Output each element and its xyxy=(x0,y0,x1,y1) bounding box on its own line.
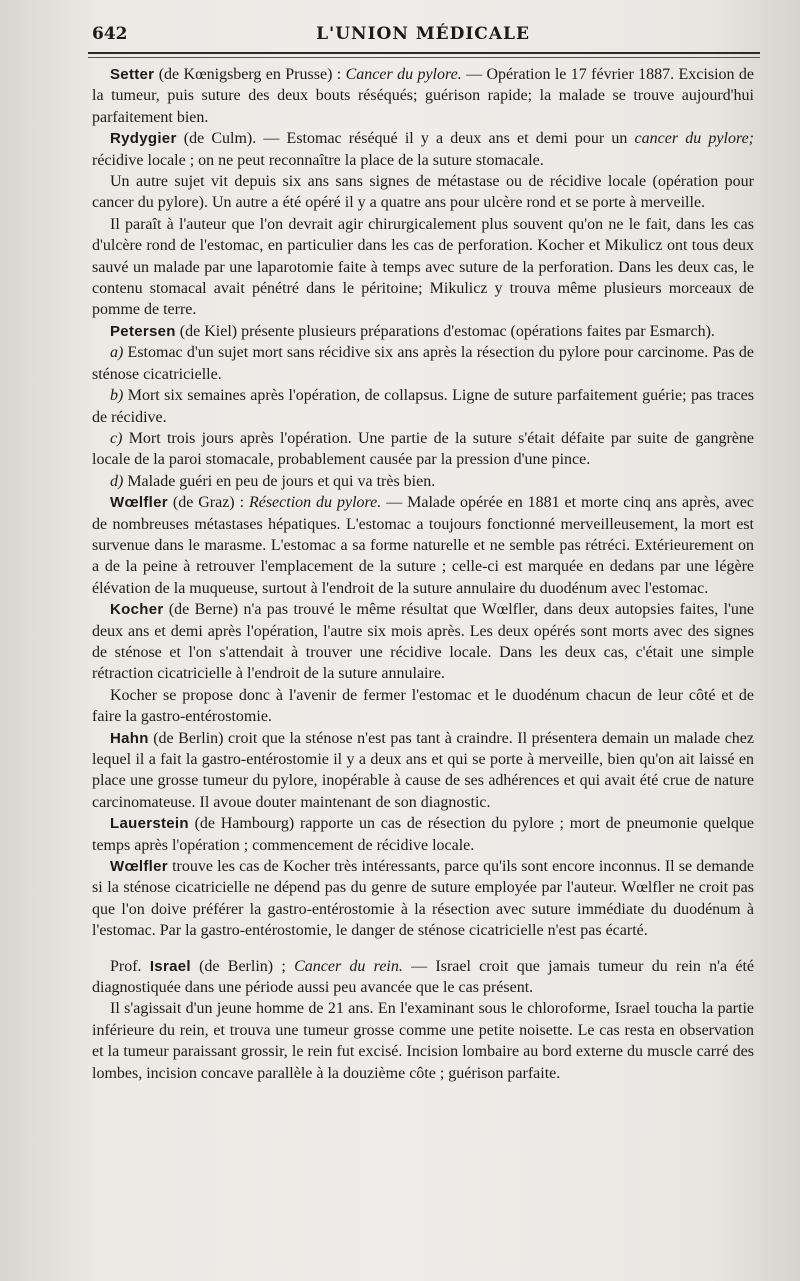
paragraph xyxy=(92,685,754,728)
paragraph xyxy=(92,428,754,471)
italic-text: cancer du pylore; xyxy=(634,130,755,148)
paragraph-text: Prof. xyxy=(110,957,150,975)
italic-text: Cancer du pylore. xyxy=(345,66,462,83)
paragraph-text: — Israel croit que jamais tumeur du rein n'a été diagnostiquée dans une période aussi peu avancée que le cas présent. xyxy=(92,957,755,997)
paragraph-text: Estomac d'un sujet mort sans récidive six ans après la résection du pylore pour carcinome. Pas de sténose cicatricielle. xyxy=(92,344,754,383)
paragraph xyxy=(92,856,754,942)
paragraph xyxy=(92,342,754,385)
paragraph xyxy=(92,599,754,685)
paragraph xyxy=(92,128,754,171)
author-name: Hahn xyxy=(110,729,149,747)
paragraph-text: — Malade opérée en 1881 et morte cinq ans après, avec de nombreuses métastases hépatiques. L'estomac a toujours fonctionné merveilleusement, la mort est survenue dans le marasme. L'estomac a sa forme naturelle et ne semble pas rétréci. Extérieurement on a de la peine à retrouver l'emplacement de la suture ; celle-ci est marquée en dedans par une légère élévation de la muqueuse, surtout à l'endroit de la suture annulaire du duodénum avec l'estomac. xyxy=(92,494,754,597)
paragraph-text: (de Hambourg) rapporte un cas de résection du pylore ; mort de pneumonie quelque temps après l'opération ; commencement de récidive locale. xyxy=(92,815,754,854)
author-name: Wœlfler xyxy=(110,858,168,876)
italic-text: a) xyxy=(110,344,124,362)
paragraph xyxy=(92,171,754,214)
header-rule-thin xyxy=(88,57,760,58)
paragraph xyxy=(92,956,754,999)
paragraph xyxy=(92,492,754,599)
italic-text: d) xyxy=(110,472,124,490)
paragraph xyxy=(92,728,754,814)
paragraph-text: — Opération le 17 février 1887. Excision de la tumeur, puis suture des deux bouts réséqués; guérison rapide; la malade se trouve aujourd'hui parfaitement bien. xyxy=(92,66,754,126)
paragraph-text: Kocher se propose donc à l'avenir de fermer l'estomac et le duodénum chacun de leur côté et de faire la gastro-entérostomie. xyxy=(92,686,754,726)
paragraph-text: (de Berlin) croit que la sténose n'est pas tant à craindre. Il présentera demain un malade chez lequel il a fait la gastro-entérostomie il y a deux ans et qui se porte à merveille, bien qu'on ait laissé en place une grosse tumeur du pylore, inopérable à cause de ses adhérences et qui avait été crue de nature carcinomateuse. Il avoue douter maintenant de son diagnostic. xyxy=(92,729,754,811)
paragraph-text: (de Kiel) présente plusieurs préparations d'estomac (opérations faites par Esmarch). xyxy=(175,322,715,340)
italic-text: Résection du pylore. xyxy=(248,494,382,512)
paragraph-text: Un autre sujet vit depuis six ans sans signes de métastase ou de récidive locale (opération pour cancer du pylore). Un autre a été opéré il y a quatre ans pour ulcère rond et se porte à merveille. xyxy=(92,173,754,212)
section-gap xyxy=(92,942,754,956)
paragraph xyxy=(92,385,754,428)
paragraph xyxy=(92,471,754,492)
paragraph-text: (de Culm). — Estomac réséqué il y a deux ans et demi pour un xyxy=(176,130,635,148)
paragraph-text: Il s'agissait d'un jeune homme de 21 ans. En l'examinant sous le chloroforme, Israel toucha la partie inférieure du rein, et trouva une tumeur grosse comme une petite noisette. Le cas resta en observation et la tumeur paraissant grossir, le rein fut excisé. Incision lombaire au bord externe du muscle carré des lombes, incision concave parallèle à la douzième côte ; guérison parfaite. xyxy=(92,1000,754,1082)
page-header xyxy=(88,18,758,48)
journal-title: L'UNION MÉDICALE xyxy=(316,24,530,44)
paragraph-text: Mort six semaines après l'opération, de collapsus. Ligne de suture parfaitement guérie; pas traces de récidive. xyxy=(92,387,754,426)
author-name: Setter xyxy=(110,66,155,83)
paragraph-text: (de Graz) : xyxy=(167,494,249,512)
article-body xyxy=(92,64,754,1084)
author-name: Kocher xyxy=(110,601,164,619)
italic-text: Cancer du rein. xyxy=(294,957,403,975)
author-name: Petersen xyxy=(110,322,176,340)
author-name: Rydygier xyxy=(110,130,177,148)
paragraph-text: récidive locale ; on ne peut reconnaître la place de la suture stomacale. xyxy=(92,151,544,169)
paragraph xyxy=(92,813,754,856)
paragraph-text: Il paraît à l'auteur que l'on devrait agir chirurgicalement plus souvent qu'on ne le fait, dans les cas d'ulcère rond de l'estomac, en particulier dans les cas de perforation. Kocher et Mikulicz ont tous deux sauvé un malade par une laparotomie faite à temps avec suture de la perforation. Dans les deux cas, le contenu stomacal avait pénétré dans le péritoine; Mikulicz y trouva même plusieurs morceaux de pomme de terre. xyxy=(92,215,754,319)
author-name: Lauerstein xyxy=(110,815,189,833)
paragraph-text: Malade guéri en peu de jours et qui va très bien. xyxy=(123,472,436,490)
paragraph xyxy=(92,998,754,1084)
paragraph xyxy=(92,214,754,321)
header-rule xyxy=(88,52,760,54)
paragraph xyxy=(92,64,754,128)
page-number: 642 xyxy=(92,24,128,44)
paragraph xyxy=(92,321,754,342)
author-name: Israel xyxy=(149,957,191,975)
paragraph-text: (de Berne) n'a pas trouvé le même résultat que Wœlfler, dans deux autopsies faites, l'une deux ans et demi après l'opération, l'autre six mois après. Les deux opérés sont morts avec des signes de sténose et l'on s'attendait à trouver une récidive locale. Dans les deux cas, c'était une simple rétraction cicatricielle à l'endroit de la suture annulaire. xyxy=(92,601,754,683)
paragraph-text: (de Kœnigsberg en Prusse) : xyxy=(154,66,346,83)
italic-text: c) xyxy=(110,429,123,447)
paragraph-text: trouve les cas de Kocher très intéressants, parce qu'ils sont encore inconnus. Il se demande si la sténose cicatricielle ne dépend pas du genre de suture employée par l'auteur. Wœlfler ne croit pas que l'on doive préférer la gastro-entérostomie à la résection avec suture immédiate du duodénum à l'estomac. Par la gastro-entérostomie, le danger de sténose cicatricielle n'est pas écarté. xyxy=(92,858,754,940)
paragraph-text: (de Berlin) ; xyxy=(190,957,295,975)
paragraph-text: Mort trois jours après l'opération. Une partie de la suture s'était défaite par suite de gangrène locale de la paroi stomacale, probablement causée par la pression d'une pince. xyxy=(92,429,754,469)
author-name: Wœlfler xyxy=(110,494,168,512)
italic-text: b) xyxy=(110,387,124,405)
